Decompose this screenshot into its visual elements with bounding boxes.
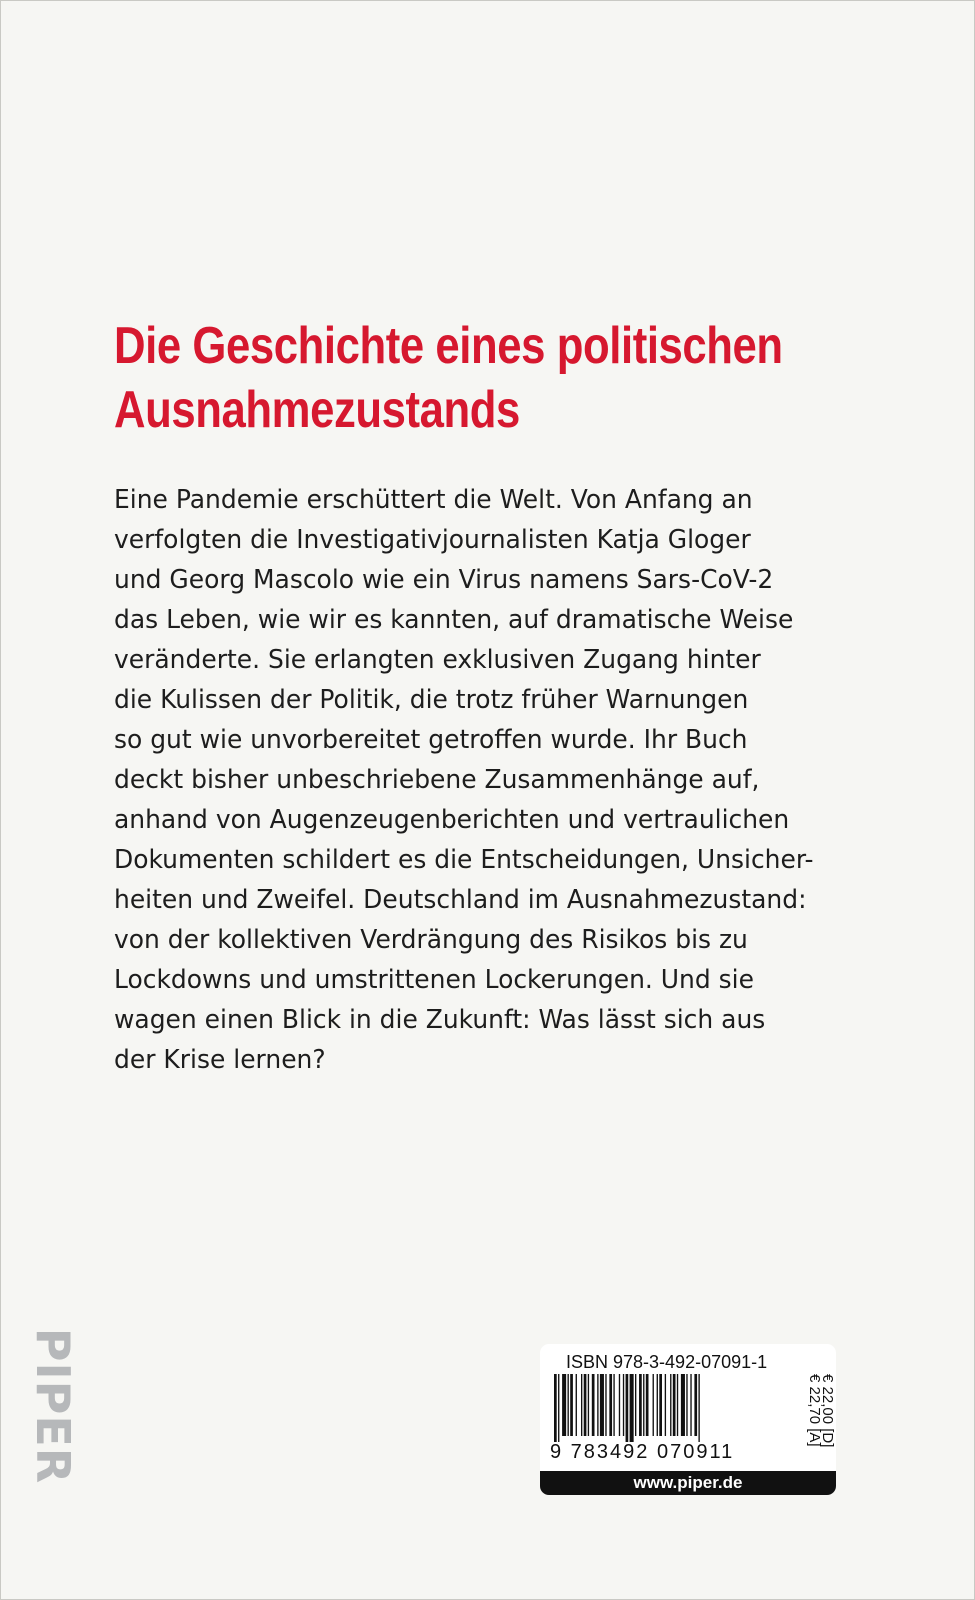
headline — [114, 314, 803, 442]
price-germany: € 22,00 [D] — [819, 1374, 836, 1448]
barcode-bar — [623, 1374, 624, 1436]
blurb-line: das Leben, wie wir es kannten, auf dramatische Weise — [114, 605, 794, 635]
headline-line-1: Die Geschichte eines politischen — [114, 317, 783, 375]
barcode-bar — [576, 1374, 577, 1436]
barcode-bar — [686, 1374, 687, 1436]
price-austria: € 22,70 [A] — [806, 1374, 823, 1447]
blurb-line: Dokumenten schildert es die Entscheidungen, Unsicher- — [114, 845, 814, 875]
blurb-line: deckt bisher unbeschriebene Zusammenhänge auf, — [114, 765, 760, 795]
barcode-bar — [570, 1374, 573, 1436]
barcode-bar — [609, 1374, 612, 1436]
ean-digits: 9 783492 070911 — [550, 1441, 735, 1463]
barcode-bar — [592, 1374, 595, 1436]
barcode-bar — [554, 1374, 557, 1442]
barcode-bar — [677, 1374, 678, 1436]
barcode-bar — [568, 1374, 569, 1436]
price-block — [808, 1374, 834, 1468]
barcode-bar — [630, 1374, 634, 1442]
barcode-bar — [605, 1374, 606, 1436]
barcode-bar — [690, 1374, 691, 1436]
barcode-bar — [653, 1374, 654, 1436]
blurb-line: die Kulissen der Politik, die trotz früher Warnungen — [114, 685, 749, 715]
blurb-line: der Krise lernen? — [114, 1045, 326, 1075]
barcode-bar — [619, 1374, 620, 1436]
isbn-label: ISBN 978-3-492-07091-1 — [566, 1352, 768, 1372]
barcode-bar — [562, 1374, 566, 1436]
blurb-line: verfolgten die Investigativjournalisten Katja Gloger — [114, 525, 751, 555]
barcode-bar — [659, 1374, 662, 1436]
barcode-bar — [613, 1374, 614, 1436]
publisher-logo-text: PIPER — [26, 1327, 80, 1485]
headline-line-2: Ausnahmezustands — [114, 381, 520, 439]
barcode-bar — [584, 1374, 587, 1436]
barcode-bar — [597, 1374, 598, 1436]
barcode-bar — [694, 1374, 697, 1436]
publisher-logo — [27, 1311, 79, 1501]
barcode-bar — [665, 1374, 666, 1436]
blurb-line: wagen einen Blick in die Zukunft: Was lässt sich aus — [114, 1005, 766, 1035]
barcode-bar — [673, 1374, 676, 1436]
blurb-line: und Georg Mascolo wie ein Virus namens Sars-CoV-2 — [114, 565, 774, 595]
blurb-line: anhand von Augenzeugenberichten und vertraulichen — [114, 805, 790, 835]
blurb-line: Eine Pandemie erschüttert die Welt. Von Anfang an — [114, 485, 753, 515]
barcode-bar — [635, 1374, 636, 1436]
barcode-bar — [581, 1374, 582, 1436]
barcode-bar — [626, 1374, 629, 1442]
barcode-bar — [643, 1374, 644, 1436]
blurb-line: Lockdowns und umstrittenen Lockerungen. Und sie — [114, 965, 754, 995]
blurb-line: so gut wie unvorbereitet getroffen wurde. Ihr Buch — [114, 725, 748, 755]
blurb-line: heiten und Zweifel. Deutschland im Ausnahmezustand: — [114, 885, 807, 915]
barcode-bar — [670, 1374, 671, 1436]
barcode-bar — [639, 1374, 642, 1436]
barcode-bar — [681, 1374, 685, 1436]
barcode-bar — [657, 1374, 658, 1436]
barcode-bar — [558, 1374, 559, 1442]
barcode-bar — [646, 1374, 649, 1436]
blurb-line: veränderte. Sie erlangten exklusiven Zugang hinter — [114, 645, 761, 675]
barcode-bar — [588, 1374, 589, 1436]
barcode-bars-icon — [554, 1374, 804, 1442]
publisher-url: www.piper.de — [540, 1471, 836, 1495]
barcode-bar — [600, 1374, 604, 1436]
barcode-bar — [698, 1374, 699, 1442]
barcode-label — [540, 1344, 836, 1495]
blurb-text — [114, 480, 844, 1080]
blurb-line: von der kollektiven Verdrängung des Risikos bis zu — [114, 925, 748, 955]
